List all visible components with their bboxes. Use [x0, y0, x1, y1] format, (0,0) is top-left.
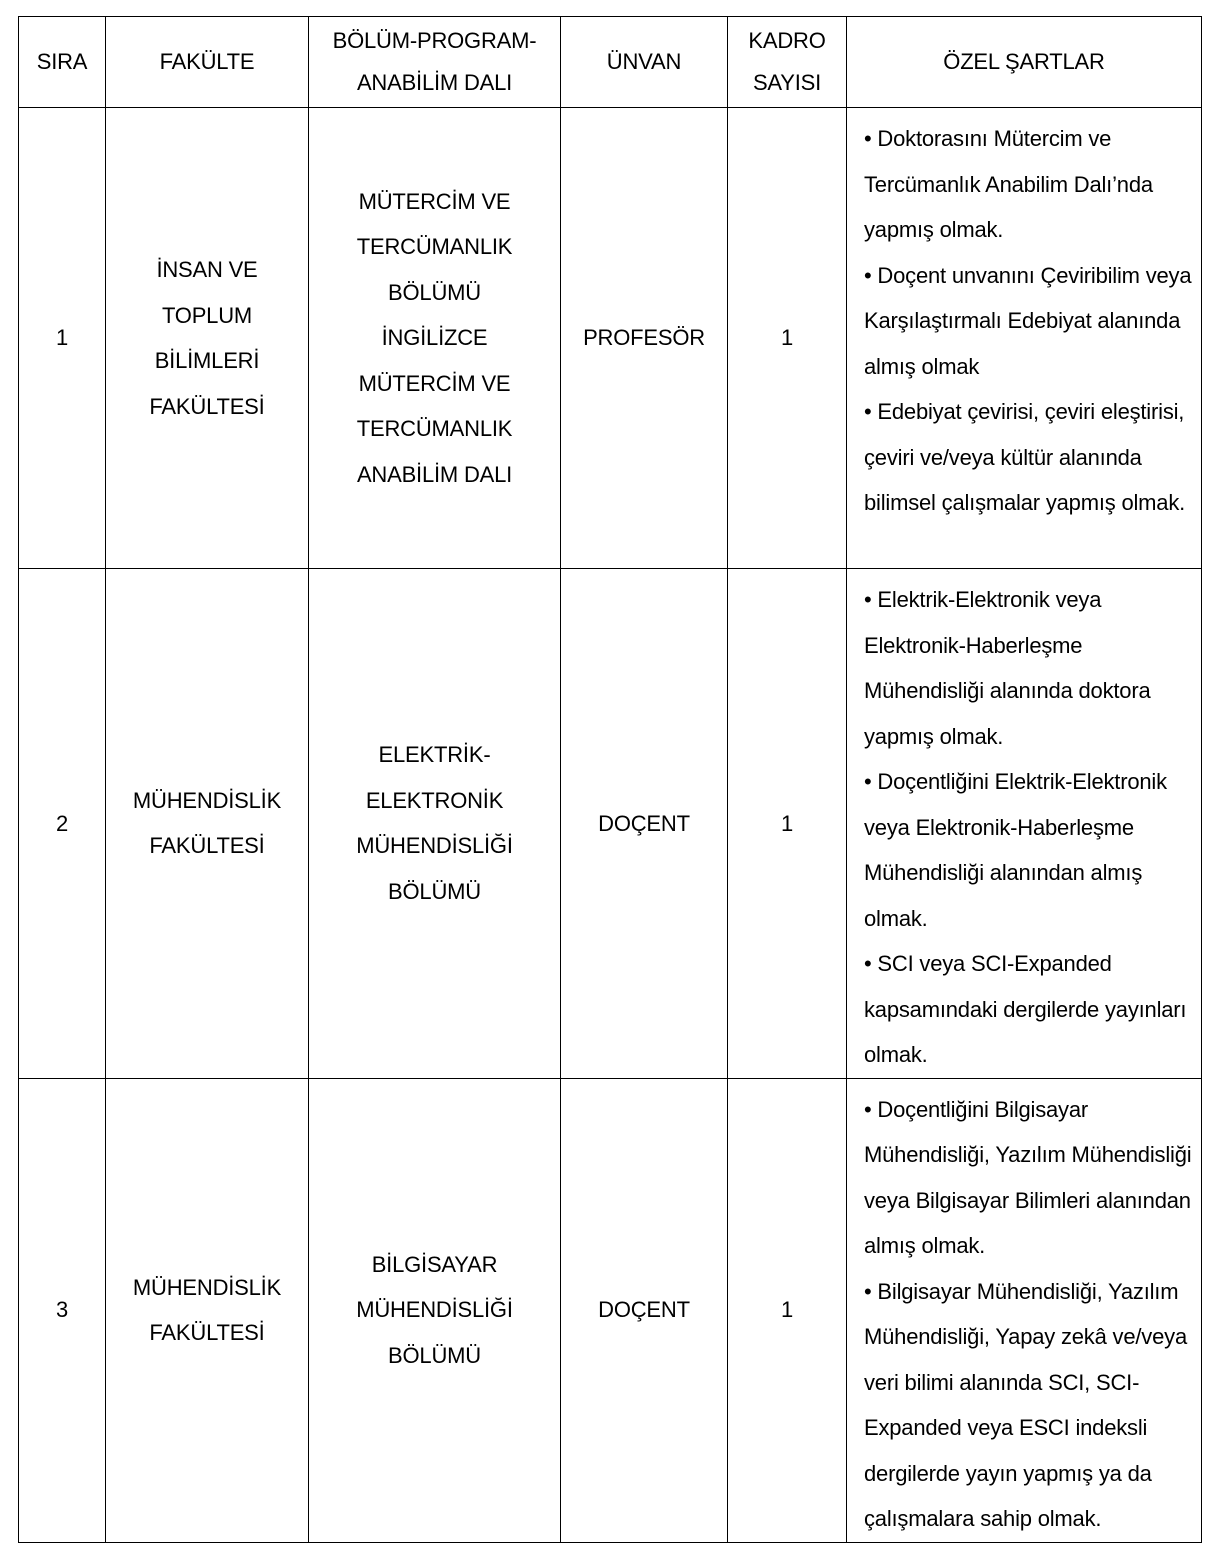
header-bolum-line2: ANABİLİM DALI	[356, 70, 513, 95]
bolum-line: MÜHENDİSLİĞİ	[356, 1297, 513, 1323]
fakulte-line: FAKÜLTESİ	[149, 833, 265, 859]
cell-unvan: DOÇENT	[561, 1078, 728, 1542]
fakulte-line: FAKÜLTESİ	[149, 1320, 265, 1345]
cell-bolum	[309, 1078, 561, 1542]
cell-ozel-sartlar	[847, 1078, 1202, 1542]
bolum-line: ELEKTRONİK	[365, 787, 504, 813]
table-row	[19, 108, 1202, 569]
cell-unvan: PROFESÖR	[561, 108, 728, 569]
cell-sira: 1	[19, 108, 106, 569]
cell-ozel-sartlar	[847, 108, 1202, 569]
bolum-line: MÜTERCİM VE	[358, 370, 511, 396]
cell-fakulte	[106, 569, 309, 1079]
requirement-item: • Bilgisayar Mühendisliği, Yazılım Mühendisliği, Yapay zekâ ve/veya veri bilimi alanında SCI, SCI-Expanded veya ESCI indeksli dergilerde yayın yapmış ya da çalışmalara sahip olmak.	[864, 1278, 1187, 1531]
fakulte-line: MÜHENDİSLİK	[132, 1274, 282, 1300]
fakulte-line: MÜHENDİSLİK	[132, 787, 282, 813]
requirement-item: • Doçentliğini Bilgisayar Mühendisliği, Yazılım Mühendisliği veya Bilgisayar Bilimleri alanından almış olmak.	[864, 1096, 1192, 1258]
cell-fakulte	[106, 108, 309, 569]
bolum-line: MÜHENDİSLİĞİ	[356, 833, 513, 859]
bolum-line: ELEKTRİK-	[378, 742, 491, 768]
requirement-item: • Doçentliğini Elektrik-Elektronik veya Elektronik-Haberleşme Mühendisliği alanından almış olmak.	[864, 769, 1167, 931]
table-row	[19, 1078, 1202, 1542]
positions-table	[18, 16, 1202, 1543]
header-fakulte: FAKÜLTE	[106, 17, 309, 108]
requirement-item: • Doktorasını Mütercim ve Tercümanlık Anabilim Dalı’nda yapmış olmak.	[864, 126, 1153, 242]
cell-sira: 2	[19, 569, 106, 1079]
fakulte-line: TOPLUM	[161, 302, 253, 328]
cell-kadro: 1	[728, 108, 847, 569]
cell-kadro: 1	[728, 1078, 847, 1542]
table-row	[19, 569, 1202, 1079]
bolum-line: ANABİLİM DALI	[356, 461, 513, 487]
fakulte-line: BİLİMLERİ	[154, 348, 260, 373]
cell-sira: 3	[19, 1078, 106, 1542]
header-kadro-line1: KADRO	[748, 28, 826, 53]
header-ozel: ÖZEL ŞARTLAR	[847, 17, 1202, 108]
cell-kadro: 1	[728, 569, 847, 1079]
bolum-line: TERCÜMANLIK	[356, 416, 513, 442]
fakulte-line: FAKÜLTESİ	[149, 393, 265, 419]
cell-unvan: DOÇENT	[561, 569, 728, 1079]
requirement-item: • Edebiyat çevirisi, çeviri eleştirisi, çeviri ve/veya kültür alanında bilimsel çalışmalar yapmış olmak.	[864, 399, 1186, 515]
fakulte-line: İNSAN VE	[156, 257, 258, 282]
requirement-item: • Doçent unvanını Çeviribilim veya Karşılaştırmalı Edebiyat alanında almış olmak	[864, 262, 1192, 379]
header-kadro-line2: SAYISI	[752, 70, 822, 95]
bolum-line: İNGİLİZCE	[381, 325, 488, 351]
bolum-line: BÖLÜMÜ	[388, 279, 481, 305]
header-kadro	[728, 17, 847, 108]
header-sira: SIRA	[19, 17, 106, 108]
header-bolum	[309, 17, 561, 108]
cell-ozel-sartlar	[847, 569, 1202, 1079]
bolum-line: BÖLÜMÜ	[388, 878, 481, 904]
cell-fakulte	[106, 1078, 309, 1542]
cell-bolum	[309, 108, 561, 569]
cell-bolum	[309, 569, 561, 1079]
bolum-line: TERCÜMANLIK	[356, 234, 513, 260]
header-bolum-line1: BÖLÜM-PROGRAM-	[332, 28, 537, 53]
header-row	[19, 17, 1202, 108]
bolum-line: MÜTERCİM VE	[358, 188, 511, 214]
header-unvan: ÜNVAN	[561, 17, 728, 108]
bolum-line: BİLGİSAYAR	[371, 1251, 498, 1277]
bolum-line: BÖLÜMÜ	[388, 1342, 481, 1368]
requirement-item: • SCI veya SCI-Expanded kapsamındaki dergilerde yayınları olmak.	[864, 951, 1187, 1067]
requirement-item: • Elektrik-Elektronik veya Elektronik-Haberleşme Mühendisliği alanında doktora yapmış olmak.	[864, 587, 1151, 749]
